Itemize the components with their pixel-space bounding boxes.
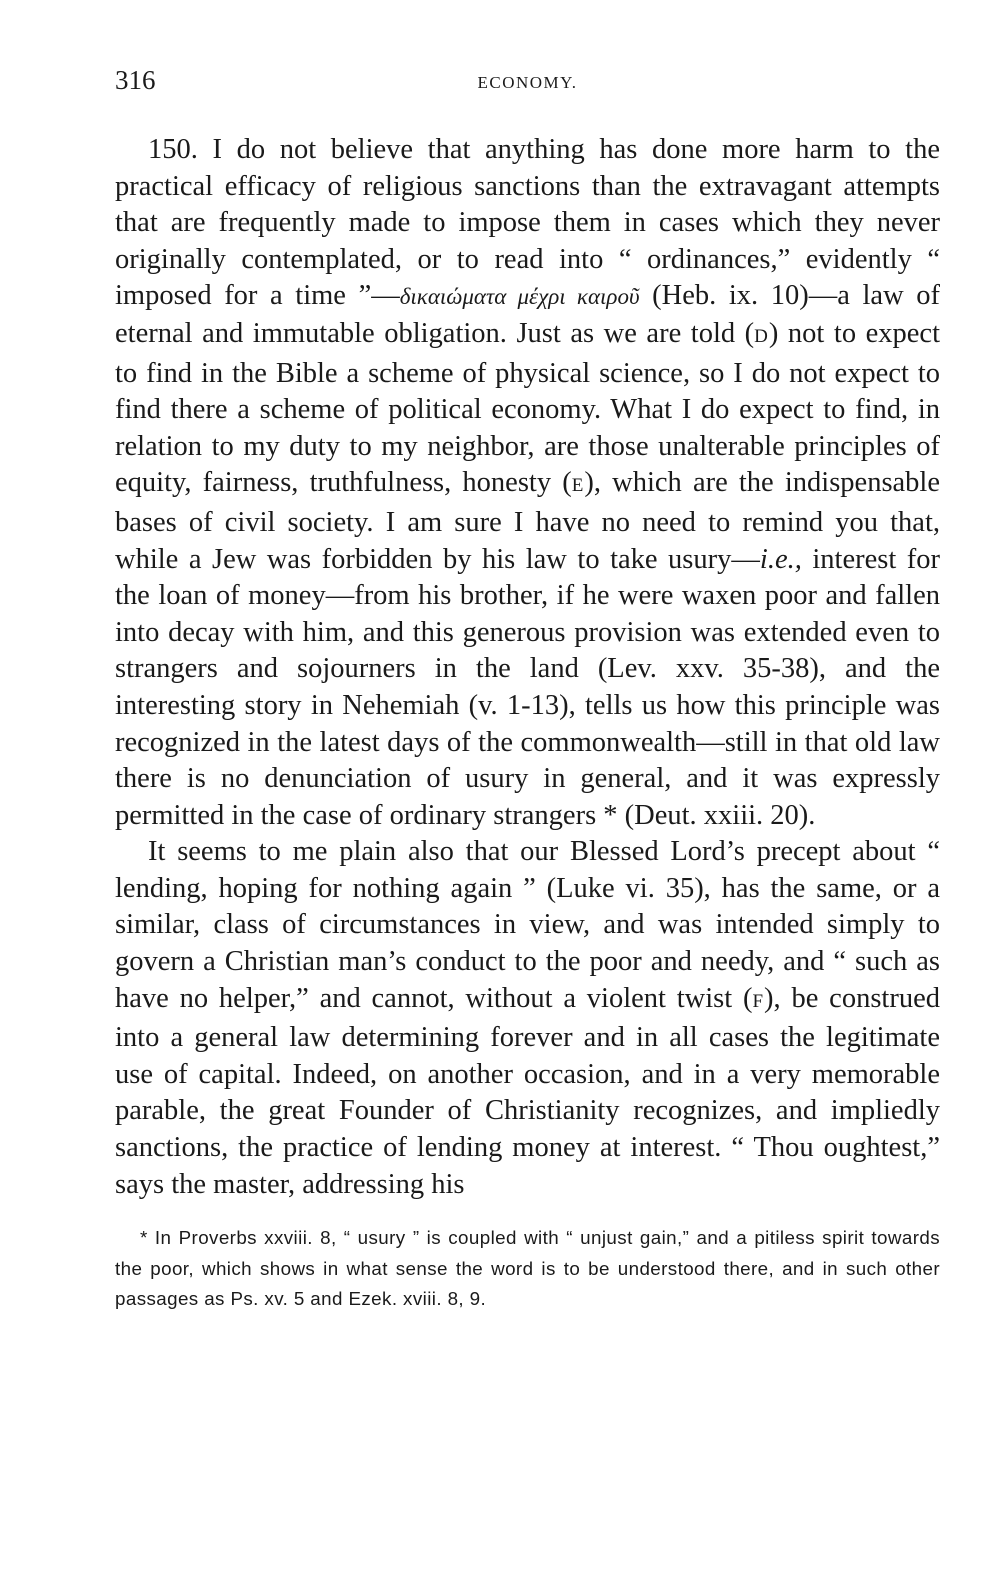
text-run: (Heb. ix. 10)—a law of eternal and immutable obligation. Just as we are told ( xyxy=(115,280,941,349)
paragraph-150 xyxy=(115,132,940,834)
italic-ie: i.e., xyxy=(759,543,802,575)
footnote-text: * In Proverbs xxviii. 8, “ usury ” is coupled with “ unjust gain,” and a pitiless spirit towards the poor, which shows in what sense the word is to be understood there, and in such other passages as Ps. xv. 5 and Ezek. xviii. 8, 9. xyxy=(115,1227,940,1310)
note-marker-f: F xyxy=(752,990,765,1012)
note-marker-e: E xyxy=(571,475,585,497)
text-run: ), which are the indispensable bases of civil society. I am sure I have no need to remind you that, while a Jew was forbidden by his law to take usury— xyxy=(115,467,941,575)
footnote xyxy=(115,1223,940,1315)
text-run: It seems to me plain also that our Blessed Lord’s precept about “ lending, hoping for nothing again ” (Luke vi. 35), has the same, or a similar, class of circumstances in view, and was intended simply to govern a Christian man’s conduct to the poor and needy, and “ such as have no helper,” and cannot, without a violent twist ( xyxy=(115,836,940,1014)
book-page xyxy=(115,60,940,1315)
running-head xyxy=(115,60,940,110)
note-marker-d: D xyxy=(754,325,769,347)
body-text xyxy=(115,132,940,1203)
paragraph-continuation xyxy=(115,834,940,1203)
text-run: interest for the loan of money—from his brother, if he were waxen poor and fallen into decay with him, and this generous provision was extended even to strangers and sojourners in the land (Lev. xxv. 35-38), and the interesting story in Nehemiah (v. 1-13), tells us how this principle was recognized in the latest days of the commonwealth—still in that old law there is no denunciation of usury in general, and it was expressly permitted in the case of ordinary strangers * (Deut. xxiii. 20). xyxy=(115,543,940,831)
page-number: 316 xyxy=(115,65,156,95)
text-run: ) not to expect to find in the Bible a scheme of physical science, so I do not expect to find there a scheme of political economy. What I do expect to find, in relation to my duty to my neighbor, are those unalterable principles of equity, fairness, truthfulness, honesty ( xyxy=(115,317,940,499)
greek-quotation: δικαιώματα μέχρι καιροῦ xyxy=(399,284,640,310)
running-title: ECONOMY. xyxy=(477,73,578,92)
text-run: 150. I do not believe that anything has done more harm to the practical efficacy of religious sanctions than the extravagant attempts that are frequently made to impose them in cases which they never originally contemplated, or to read into “ ordinances,” evidently “ imposed for a time ”— xyxy=(115,134,940,312)
text-run: ), be construed into a general law determining forever and in all cases the legitimate use of capital. Indeed, on another occasion, and in a very memorable parable, the great Founder of Christianity recognizes, and impliedly sanctions, the practice of lending money at interest. “ Thou oughtest,” says the master, addressing his xyxy=(115,982,940,1200)
